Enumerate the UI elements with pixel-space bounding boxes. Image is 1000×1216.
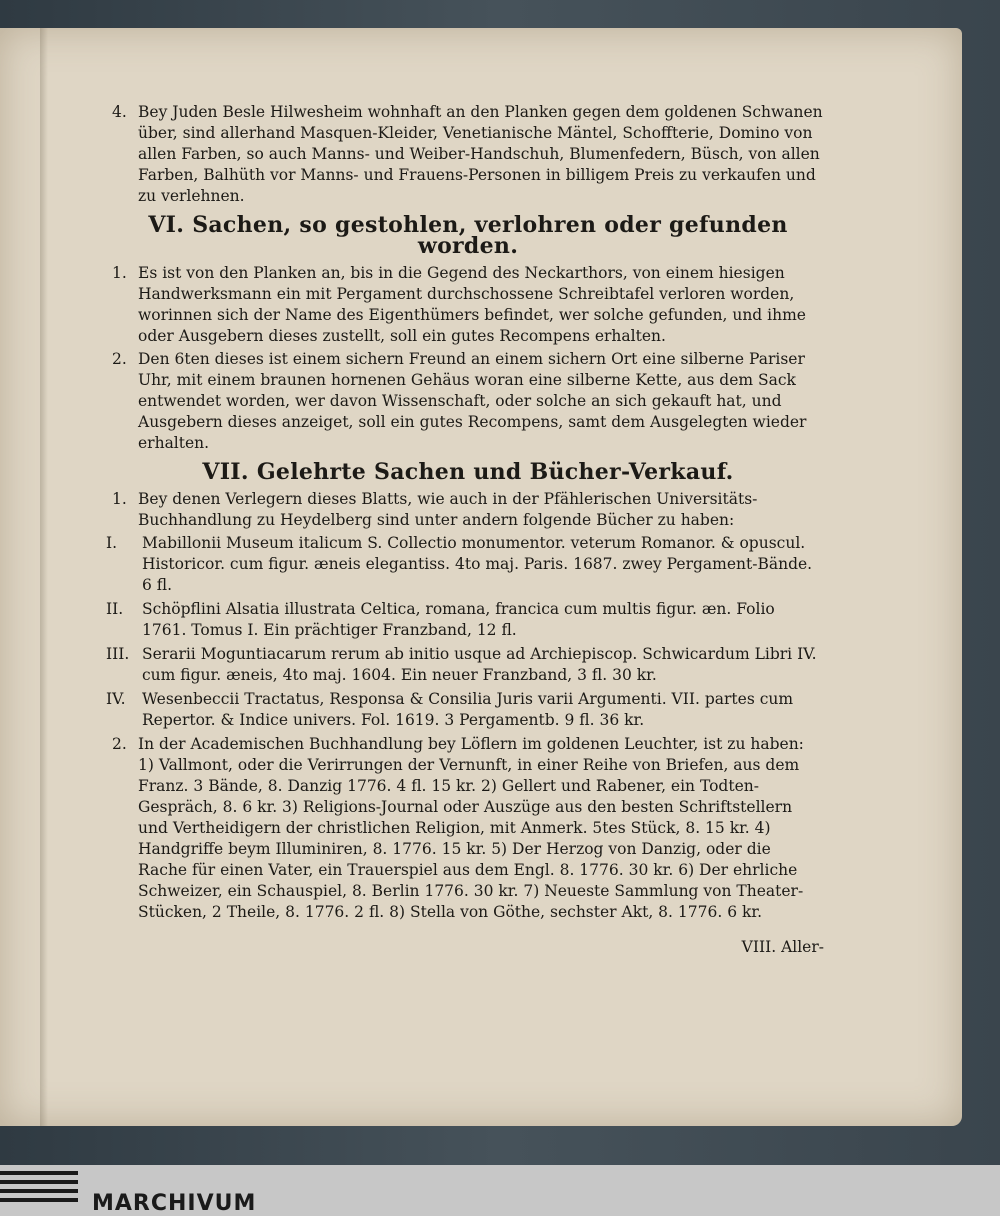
book-text: Mabillonii Museum italicum S. Collectio monumentor. veterum Romanor. & opuscul. Historicor. cum figur. æneis elegantiss. 4to maj. Paris. 1687. zwey Pergament-Bände. 6 fl. [142,534,813,594]
section-7-entry-2 [112,734,824,923]
section-7-heading: VII. Gelehrte Sachen und Bücher-Verkauf. [202,459,734,485]
book-number: III. [106,645,130,663]
archive-footer [0,1165,1000,1216]
section-6-entry-2 [112,349,824,454]
book-item-4 [106,689,824,731]
section-7-entry-1 [112,489,824,531]
document-text [106,102,824,958]
section-6-entry-1 [112,263,824,347]
section-6-heading: VI. Sachen, so gestohlen, verlohren oder gefunden worden. [148,212,788,259]
book-item-1 [106,533,824,596]
book-text: Wesenbeccii Tractatus, Responsa & Consilia Juris varii Argumenti. VII. partes cum Repertor. & Indice univers. Fol. 1619. 3 Pergamentb. 9 fl. 36 kr. [142,690,794,729]
archive-logo-text: MARCHIVUM [92,1191,257,1216]
entry-number: 2. [112,350,127,368]
entry-text: Es ist von den Planken an, bis in die Gegend des Neckarthors, von einem hiesigen Handwerksmann ein mit Pergament durchschossene Schreibtafel verloren worden, worinnen sich der Name des Eigenthümers befindet, wer solche gefunden, und ihme oder Ausgebern dieses zustellt, soll ein gutes Recompens erhalten. [138,264,806,345]
entry-number: 1. [112,264,127,282]
book-text: Serarii Moguntiacarum rerum ab initio usque ad Archiepiscop. Schwicardum Libri IV. cum figur. æneis, 4to maj. 1604. Ein neuer Franzband, 3 fl. 30 kr. [142,645,817,684]
entry-text: Bey denen Verlegern dieses Blatts, wie auch in der Pfählerischen Universitäts-Buchhandlung zu Heydelberg sind unter andern folgende Bücher zu haben: [138,490,758,529]
book-number: IV. [106,690,126,708]
entry-number: 4. [112,103,127,121]
book-item-3 [106,644,824,686]
entry-text: Bey Juden Besle Hilwesheim wohnhaft an den Planken gegen dem goldenen Schwanen über, sind allerhand Masquen-Kleider, Venetianische Mäntel, Schoffterie, Domino von allen Farben, so auch Manns- und Weiber-Handschuh, Blumenfedern, Büsch, von allen Farben, Balhüth vor Manns- und Frauens-Personen in billigem Preis zu verkaufen und zu verlehnen. [138,103,823,205]
entry-text: In der Academischen Buchhandlung bey Löflern im goldenen Leuchter, ist zu haben: 1) Vallmont, oder die Verirrungen der Vernunft, in einer Reihe von Briefen, aus dem Franz. 3 Bände, 8. Danzig 1776. 4 fl. 15 kr. 2) Gellert und Rabener, ein Todten-Gespräch, 8. 6 kr. 3) Religions-Journal oder Auszüge aus den besten Schriftstellern und Vertheidigern der christlichen Religion, mit Anmerk. 5tes Stück, 8. 15 kr. 4) Handgriffe beym Illuminiren, 8. 1776. 15 kr. 5) Der Herzog von Danzig, oder die Rache für einen Vater, ein Trauerspiel aus dem Engl. 8. 1776. 30 kr. 6) Der ehrliche Schweizer, ein Schauspiel, 8. Berlin 1776. 30 kr. 7) Neueste Sammlung von Theater-Stücken, 2 Theile, 8. 1776. 2 fl. 8) Stella von Göthe, sechster Akt, 8. 1776. 6 kr. [138,735,804,921]
book-text: Schöpflini Alsatia illustrata Celtica, romana, francica cum multis figur. æn. Folio 1761. Tomus I. Ein prächtiger Franzband, 12 fl. [142,600,775,639]
book-number: I. [106,534,118,552]
entry-number: 2. [112,735,127,753]
catchword: VIII. Aller- [741,938,824,956]
entry-number: 1. [112,490,127,508]
entry-4 [112,102,824,207]
book-item-2 [106,599,824,641]
archive-logo-icon [0,1171,78,1211]
book-number: II. [106,600,124,618]
entry-text: Den 6ten dieses ist einem sichern Freund an einem sichern Ort eine silberne Pariser Uhr, mit einem braunen hornenen Gehäus woran eine silberne Kette, aus dem Sack entwendet worden, wer davon Wissenschaft, oder solche an sich gekauft hat, und Ausgebern dieses anzeiget, soll ein gutes Recompens, samt dem Ausgelegten wieder erhalten. [138,350,807,452]
